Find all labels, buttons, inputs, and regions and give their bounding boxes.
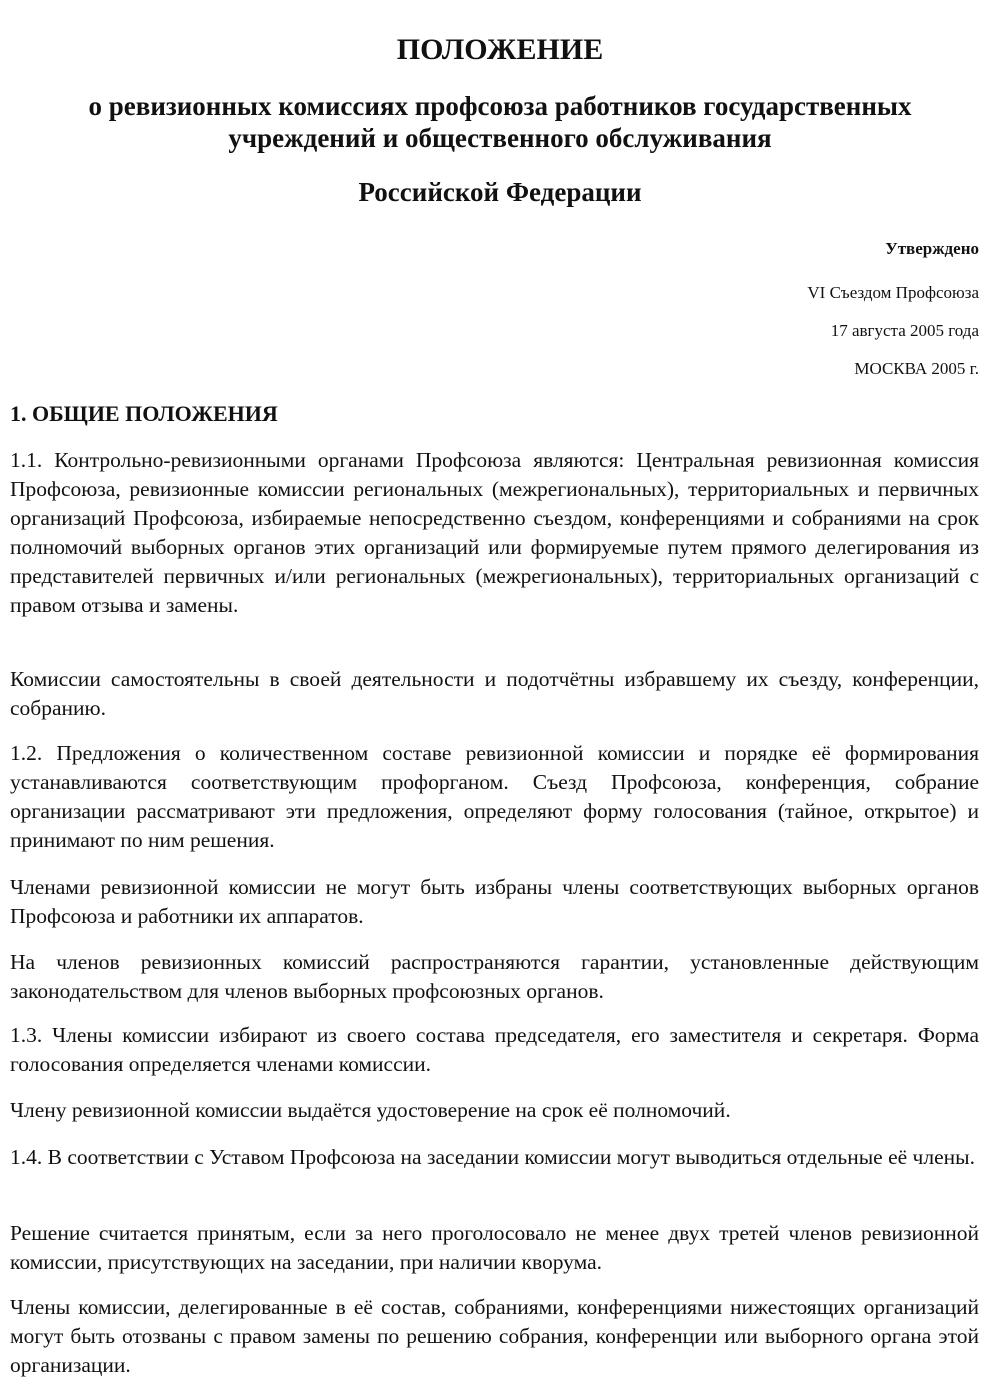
document-title: ПОЛОЖЕНИЕ (396, 33, 604, 66)
paragraph-1-3: 1.3. Члены комиссии избирают из своего состава председателя, его заместителя и секретаря. Форма голосования определяется членами комиссии. (10, 1023, 979, 1076)
section-heading: 1. ОБЩИЕ ПОЛОЖЕНИЯ (10, 401, 278, 426)
document-subtitle: о ревизионных комиссиях профсоюза работников государственных учреждений и общественного обслуживания (88, 91, 912, 153)
approval-date: 17 августа 2005 года (830, 321, 979, 340)
paragraph: Членами ревизионной комиссии не могут быть избраны члены соответствующих выборных органов Профсоюза и работники их аппаратов. (10, 875, 979, 928)
paragraph-1-4: 1.4. В соответствии с Уставом Профсоюза на заседании комиссии могут выводиться отдельные её члены. (10, 1145, 975, 1169)
paragraph-1-1: 1.1. Контрольно-ревизионными органами Профсоюза являются: Центральная ревизионная комиссия Профсоюза, ревизионные комиссии региональных (межрегиональных), территориальных и первичных организаций Профсоюза, избираемые непосредственно съездом, конференциями и собраниями на срок полномочий выборных органов этих организаций или формируемые путем прямого делегирования из представителей первичных и/или региональных (межрегиональных), территориальных организаций с правом отзыва и замены. (10, 448, 979, 617)
document-subtitle-country: Российской Федерации (358, 177, 642, 207)
paragraph: Члены комиссии, делегированные в её состав, собраниями, конференциями нижестоящих организаций могут быть отозваны с правом замены по решению собрания, конференции или выборного органа этой организации. (10, 1295, 979, 1377)
paragraph: Комиссии самостоятельны в своей деятельности и подотчётны избравшему их съезду, конференции, собранию. (10, 667, 979, 720)
approval-place: МОСКВА 2005 г. (854, 359, 979, 378)
paragraph: Решение считается принятым, если за него проголосовало не менее двух третей членов ревизионной комиссии, присутствующих на заседании, при наличии кворума. (10, 1221, 979, 1274)
approval-label: Утверждено (885, 239, 979, 258)
paragraph: На членов ревизионных комиссий распространяются гарантии, установленные действующим законодательством для членов выборных профсоюзных органов. (10, 950, 979, 1003)
paragraph-1-2: 1.2. Предложения о количественном составе ревизионной комиссии и порядке её формирования устанавливаются соответствующим профорганом. Съезд Профсоюза, конференция, собрание организации рассматривают эти предложения, определяют форму голосования (тайное, открытое) и принимают по ним решения. (10, 741, 979, 852)
approval-body: VI Съездом Профсоюза (807, 283, 979, 302)
paragraph: Члену ревизионной комиссии выдаётся удостоверение на срок её полномочий. (10, 1098, 731, 1122)
